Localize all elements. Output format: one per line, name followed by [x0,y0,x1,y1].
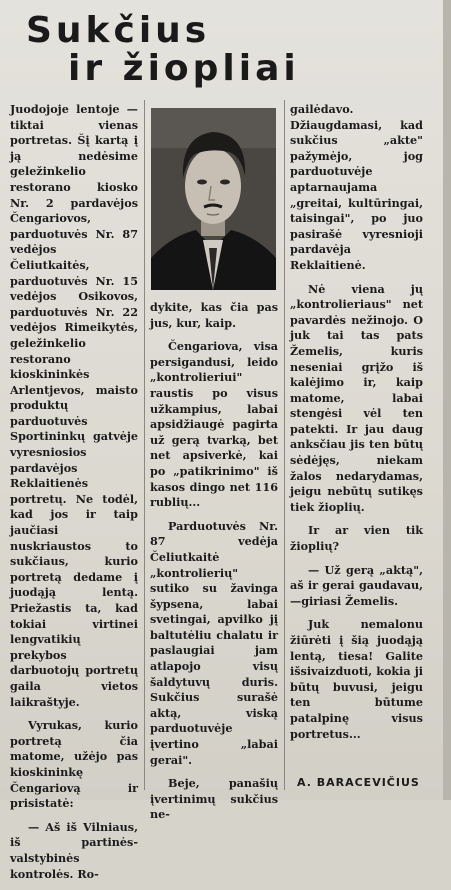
author-signature: A. BARACEVIČIUS [297,776,420,789]
article-column-1 [10,102,138,890]
column-divider [284,100,285,790]
paragraph: gailėdavo. Džiaugdamasi, kad sukčius „akte" pažymėjo, jog parduotuvėje aptarnaujama „greitai, kultūringai, taisingai", po juo pasirašė vyresnioji pardavėja Reklaitienė. [290,102,423,272]
title-line-1: Sukčius [26,10,211,51]
paragraph: Ir ar vien tik žioplių? [290,523,423,554]
portrait-image [151,108,276,290]
title-line-2: ir žiopliai [68,48,300,89]
paragraph: Vyrukas, kurio portretą čia matome, užėjo pas kioskininkę Čengariovą ir prisistatė: [10,718,138,811]
paragraph: dykite, kas čia pas jus, kur, kaip. [150,300,278,330]
paragraph: Čengariova, visa persigandusi, leido „kontrolieriui" raustis po visus užkampius, labai apsidžiaugė pagirta už gerą tvarką, bet net apsiverkė, kai po „patikrinimo" iš kasos dingo net 116 rublių... [150,339,278,510]
paragraph: Beje, panašių įvertinimų sukčius ne- [150,776,278,822]
article-title [26,12,426,88]
paragraph: — Aš iš Vilniaus, iš partinės-valstybinės kontrolės. Ro- [10,819,138,881]
portrait-photo [151,108,276,290]
paragraph: Juk nemalonu žiūrėti į šią juodąją lentą, tiesa! Galite išsivaizduoti, kokia ji būtų buvusi, jeigu ten būtume patalpinę visus portretus... [290,617,423,741]
article-column-3 [290,102,423,750]
paragraph: Parduotuvės Nr. 87 vedėja Čeliutkaitė „kontrolierių" sutiko su žavinga šypsena, labai svetingai, apvilko jį baltutėliu chalatu ir paslaugiai jam atlapojo visų šaldytuvų duris. Sukčius surašė aktą, viską parduotuvėje įvertino „labai gerai". [150,518,278,767]
paragraph: Juodojoje lentoje —tiktai vienas portretas. Šį kartą į ją nedėsime geležinkelio restorano kiosko Nr. 2 pardavėjos Čengariovos, parduotuvės Nr. 87 vedėjos Čeliutkaitės, parduotuvės Nr. 15 vedėjos Osikovos, parduotuvės Nr. 22 vedėjos Rimeikytės, geležinkelio restorano kioskininkės Arlentjevos, maisto produktų parduotuvės Sportininkų gatvėje vyresniosios pardavėjos Reklaitienės portretų. Ne todėl, kad jos ir taip jaučiasi nuskriaustos to sukčiaus, kurio portretą dedame į juodąją lentą. Priežastis ta, kad tokiai virtinei lengvatikių prekybos darbuotojų portretų gaila vietos laikraštyje. [10,102,138,709]
paragraph: — Už gerą „aktą", aš ir gerai gaudavau, —giriasi Žemelis. [290,562,423,608]
paragraph: Nė viena jų „kontrolieriaus" net pavardės nežinojo. O juk tai tas pats Žemelis, kuris neseniai grįžo iš kalėjimo ir, kaip matome, labai stengėsi vėl ten patekti. Ir jau daug anksčiau jis ten būtų sėdėjęs, niekam žalos nedarydamas, jeigu nebūtų sutikęs tiek žioplių. [290,281,423,514]
page-edge [443,0,451,800]
article-column-2 [150,300,278,831]
column-divider [144,100,145,790]
